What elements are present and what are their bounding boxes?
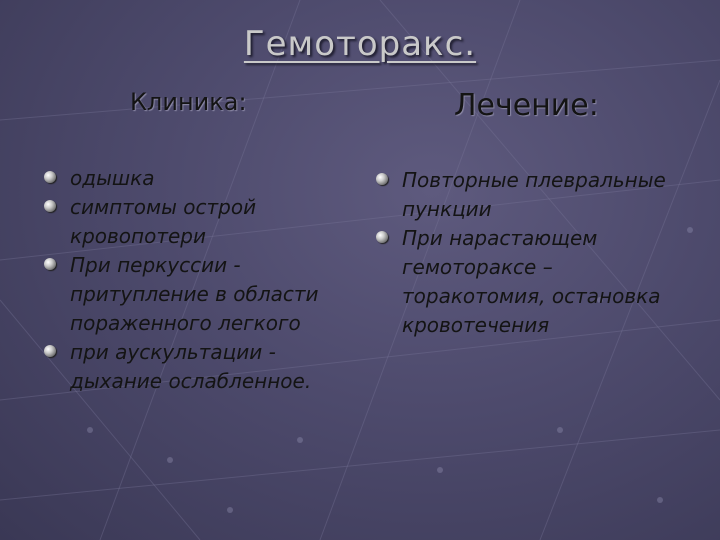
left-bullet-list — [42, 164, 342, 396]
sphere-bullet-icon — [376, 173, 388, 185]
list-item: Повторные плевральные пункции — [374, 166, 674, 224]
right-bullet-list — [374, 166, 674, 340]
sphere-bullet-icon — [44, 258, 56, 270]
left-column-heading: Клиника: — [130, 88, 247, 116]
sphere-bullet-icon — [44, 200, 56, 212]
list-item: симптомы острой кровопотери — [42, 193, 342, 251]
list-item: при аускультации - дыхание ослабленное. — [42, 338, 342, 396]
slide-title: Гемоторакс. — [243, 24, 477, 64]
list-item: При нарастающем гемотораксе – торакотомия, остановка кровотечения — [374, 224, 674, 340]
sphere-bullet-icon — [44, 171, 56, 183]
sphere-bullet-icon — [376, 231, 388, 243]
sphere-bullet-icon — [44, 345, 56, 357]
list-item: одышка — [42, 164, 342, 193]
right-column-heading: Лечение: — [454, 88, 599, 123]
list-item: При перкуссии - притупление в области пораженного легкого — [42, 251, 342, 338]
